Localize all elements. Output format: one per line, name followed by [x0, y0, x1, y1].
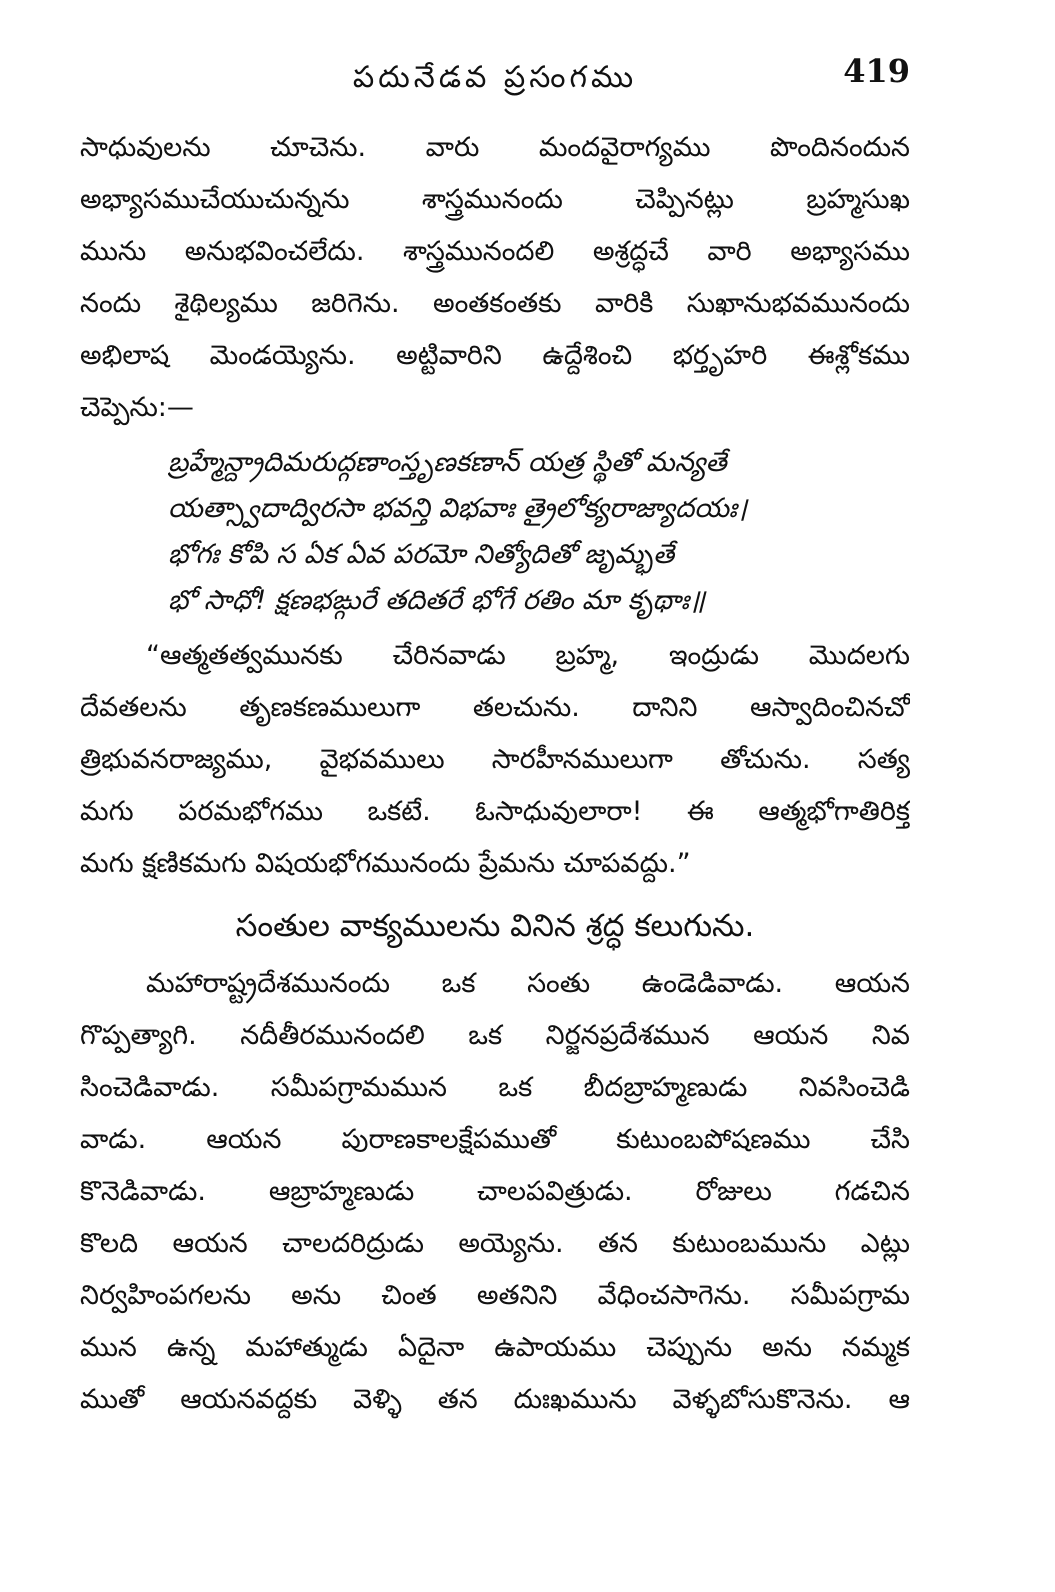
text-line: అభ్యాసముచేయుచున్నను శాస్త్రమునందు చెప్పినట్లు బ్రహ్మసుఖ	[80, 184, 910, 215]
text-line: అభిలాష మెండయ్యెను. అట్టివారిని ఉద్దేశించి భర్తృహరి ఈశ్లోకము	[80, 340, 910, 371]
verse-line: భో సాధో! క్షణభఙ్గురే తదితరే భోగే రతిం మా కృథాః॥	[168, 585, 706, 616]
text-line: “ఆత్మతత్వమునకు చేరినవాడు బ్రహ్మ, ఇంద్రుడు మొదలగు	[146, 640, 910, 671]
verse-line: భోగః కోపి స ఏక ఏవ పరమో నిత్యోదితో జృమ్భతే	[168, 539, 675, 570]
running-title: పదునేడవ ప్రసంగము	[352, 60, 638, 95]
text-line: మగు క్షణికమగు విషయభోగమునందు ప్రేమను చూపవద్దు.”	[80, 848, 691, 879]
verse-line: బ్రహ్మేన్ద్రాదిమరుద్గణాంస్తృణకణాన్ యత్ర స్థితో మన్యతే	[168, 447, 727, 478]
text-line: గొప్పత్యాగి. నదీతీరమునందలి ఒక నిర్జనప్రదేశమున ఆయన నివ	[80, 1020, 910, 1051]
text-line: కొలది ఆయన చాలదరిద్రుడు అయ్యెను. తన కుటుంబమును ఎట్లు	[80, 1228, 910, 1259]
sanskrit-verse	[80, 440, 910, 624]
text-line: మహారాష్ట్రదేశమునందు ఒక సంతు ఉండెడివాడు. ఆయన	[146, 968, 910, 999]
paragraph-3	[80, 958, 910, 1426]
text-line: సించెడివాడు. సమీపగ్రామమున ఒక బీదబ్రాహ్మణుడు నివసించెడి	[80, 1072, 910, 1103]
paragraph-1	[80, 122, 910, 434]
page-number: 419	[843, 52, 910, 90]
body-text	[80, 122, 910, 1426]
page-header	[80, 52, 910, 102]
text-line: సాధువులను చూచెను. వారు మందవైరాగ్యము పొందినందున	[80, 132, 910, 163]
text-line: నందు శైథిల్యము జరిగెను. అంతకంతకు వారికి సుఖానుభవమునందు	[80, 288, 910, 319]
text-line: మగు పరమభోగము ఒకటే. ఓసాధువులారా! ఈ ఆత్మభోగాతిరిక్త	[80, 796, 910, 827]
text-line: ముతో ఆయనవద్దకు వెళ్ళి తన దుఃఖమును వెళ్ళబోసుకొనెను. ఆ	[80, 1384, 910, 1415]
text-line: వాడు. ఆయన పురాణకాలక్షేపముతో కుటుంబపోషణము చేసి	[80, 1124, 910, 1155]
verse-line: యత్స్వాదాద్విరసా భవన్తి విభవాః త్రైలోక్యరాజ్యాదయః।	[168, 493, 748, 524]
paragraph-2	[80, 630, 910, 890]
section-heading: సంతుల వాక్యములను వినిన శ్రద్ధ కలుగును.	[235, 908, 755, 944]
text-line: త్రిభువనరాజ్యము, వైభవములు సారహీనములుగా తోచును. సత్య	[80, 744, 910, 775]
text-line: మును అనుభవించలేదు. శాస్త్రమునందలి అశ్రద్ధచే వారి అభ్యాసము	[80, 236, 910, 267]
text-line: నిర్వహింపగలను అను చింత అతనిని వేధించసాగెను. సమీపగ్రామ	[80, 1280, 910, 1311]
text-line: మున ఉన్న మహాత్ముడు ఏదైనా ఉపాయము చెప్పును అను నమ్మక	[80, 1332, 910, 1363]
text-line: కొనెడివాడు. ఆబ్రాహ్మణుడు చాలపవిత్రుడు. రోజులు గడచిన	[80, 1176, 910, 1207]
text-line: చెప్పెను:—	[80, 392, 194, 423]
text-line: దేవతలను తృణకణములుగా తలచును. దానిని ఆస్వాదించినచో	[80, 692, 910, 723]
